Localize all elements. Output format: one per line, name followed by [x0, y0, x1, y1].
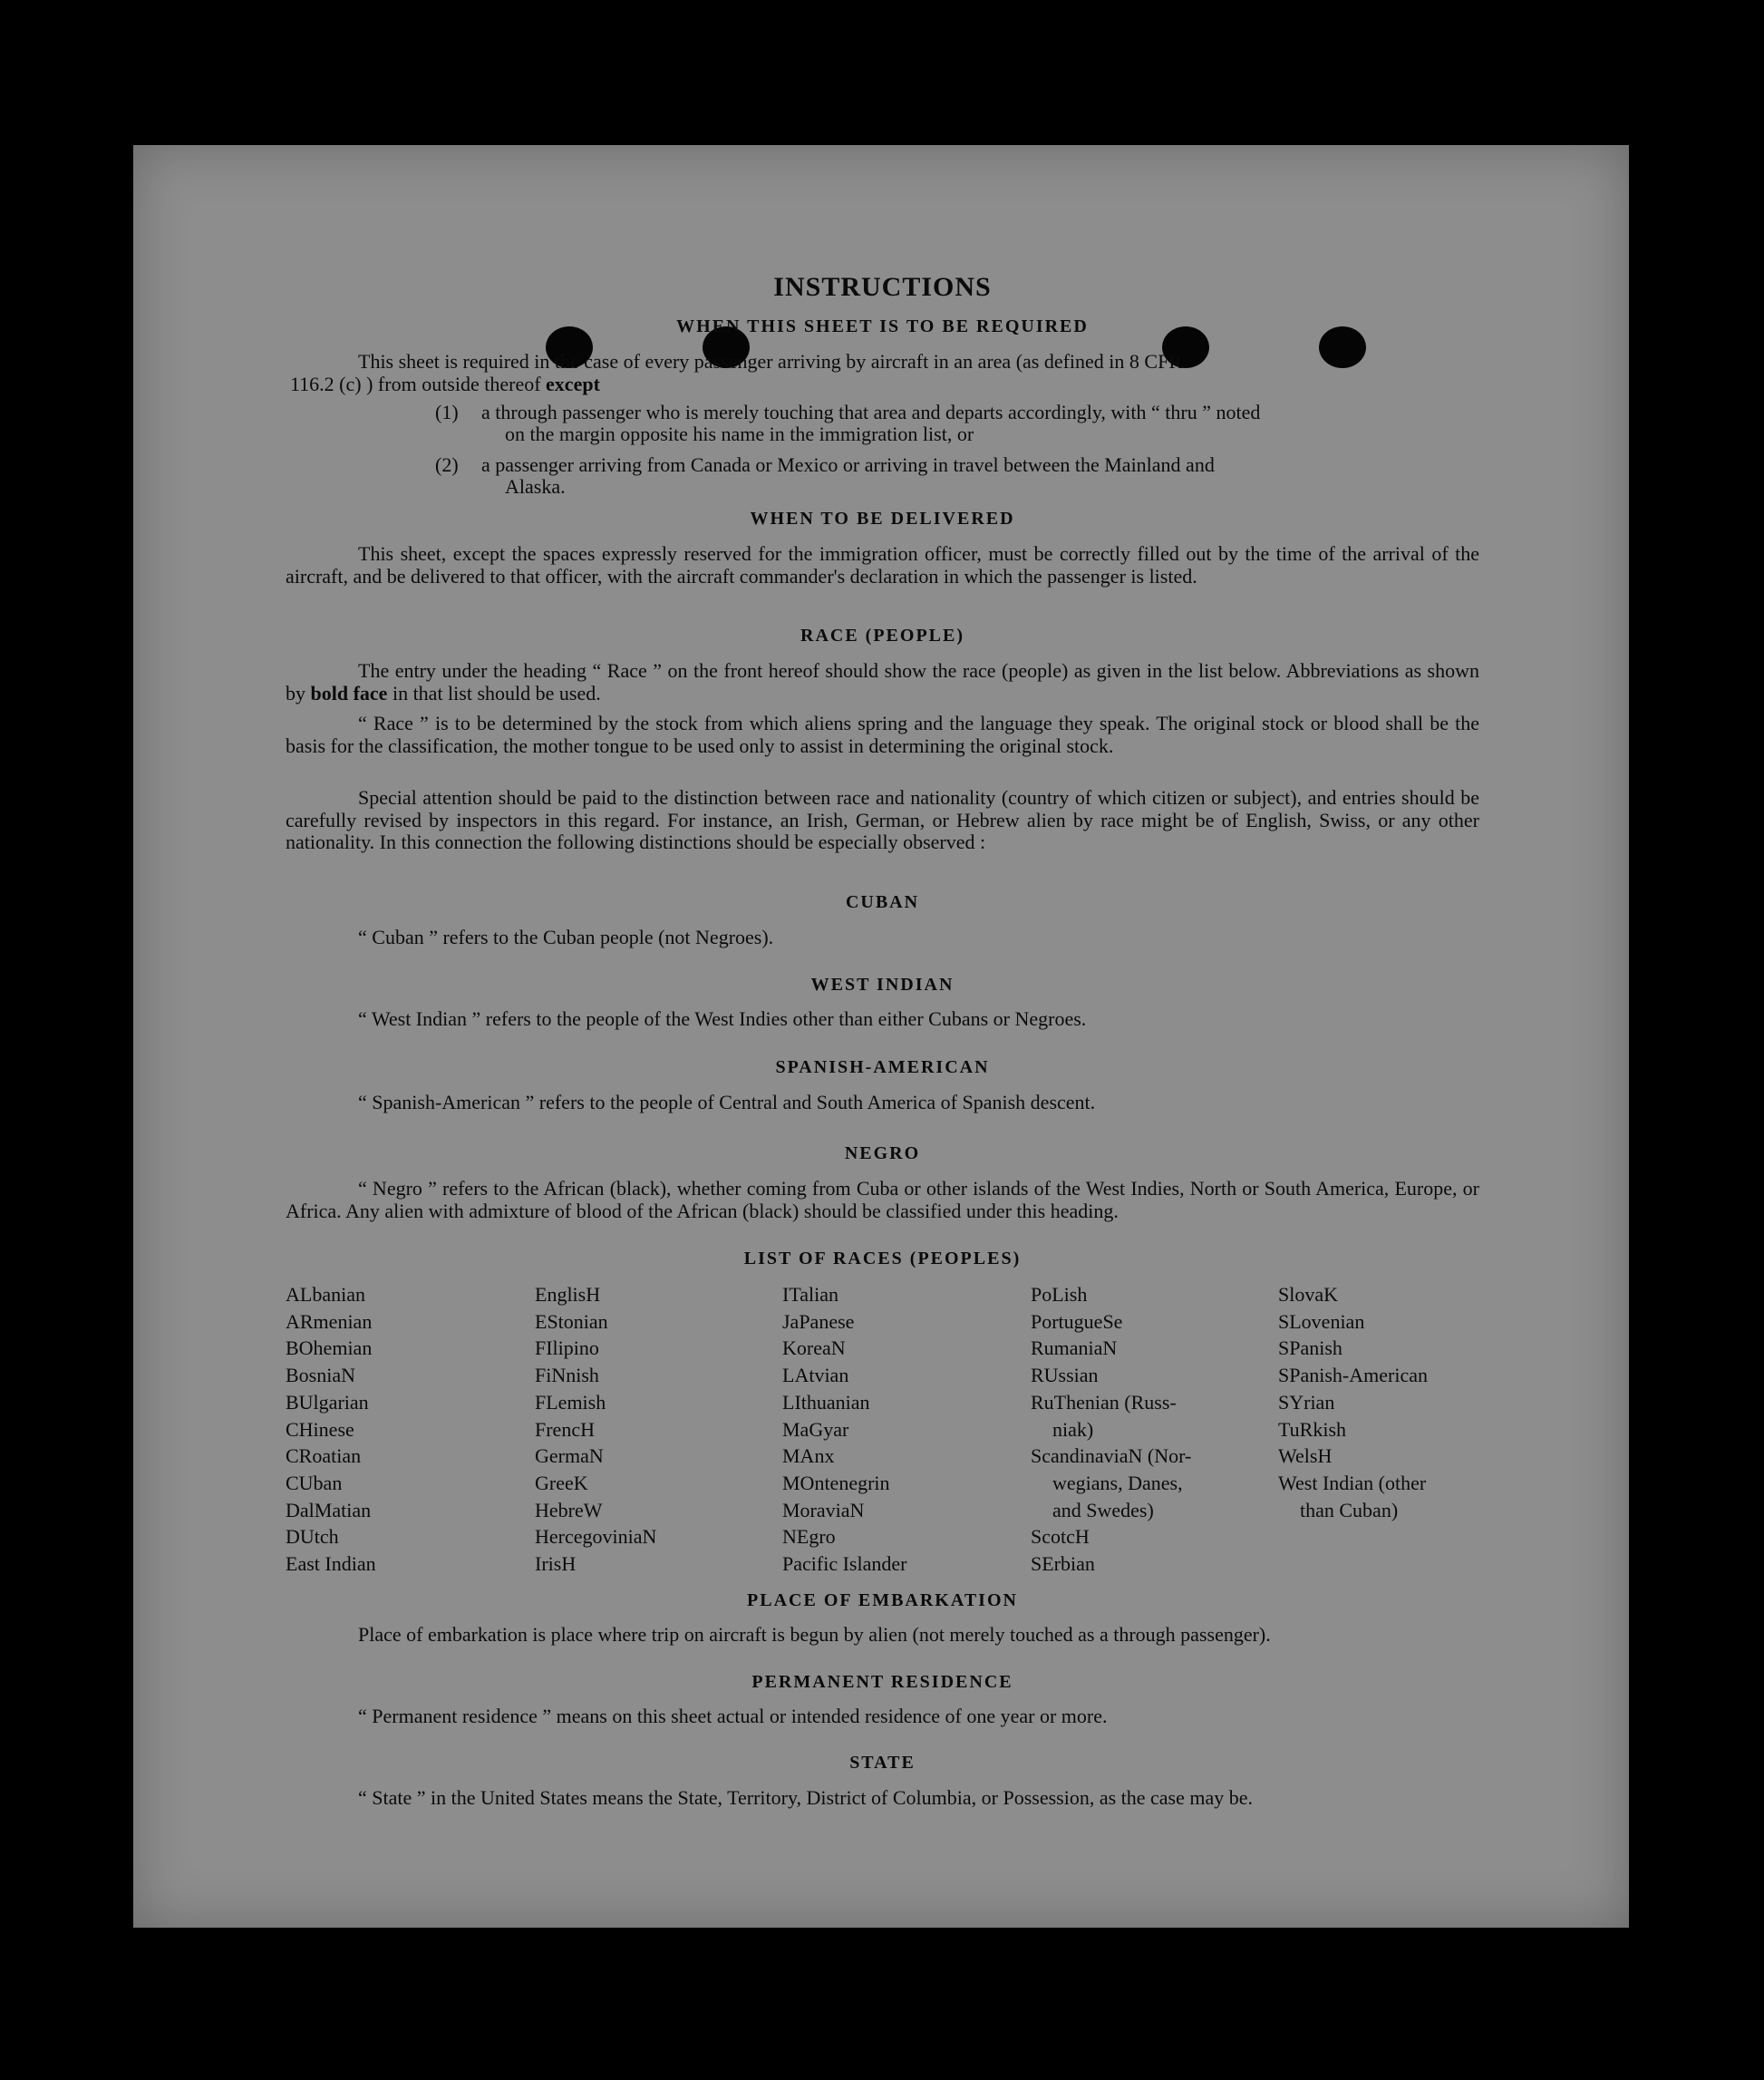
race-item: MOntenegrin	[782, 1471, 890, 1494]
race-column-4	[1031, 1281, 1191, 1578]
section-heading-race: RACE (PEOPLE)	[800, 626, 964, 646]
race-item: HercegoviniaN	[535, 1525, 657, 1549]
race-item: than Cuban)	[1300, 1498, 1399, 1521]
west-indian-text: “ West Indian ” refers to the people of the West Indies other than either Cubans or Negroes.	[358, 1007, 1087, 1030]
section-heading-embarkation: PLACE OF EMBARKATION	[747, 1590, 1018, 1610]
race-item: FLemish	[535, 1390, 606, 1414]
race-p1-text: The entry under the heading “ Race ” on the front hereof should show the race (people) as given in the list below. Abbreviations as shown by	[286, 659, 1479, 705]
race-item: ALbanian	[286, 1283, 365, 1306]
race-item: IrisH	[535, 1552, 577, 1576]
item1-line2: on the margin opposite his name in the immigration list, or	[505, 423, 974, 445]
delivered-paragraph: This sheet, except the spaces expressly reserved for the immigration officer, must be correctly filled out by the time of the arrival of the aircraft, and be delivered to that officer, with the aircraft commander's declaration in which the passenger is listed.	[286, 542, 1479, 588]
race-item: FIlipino	[535, 1336, 599, 1360]
section-heading-west-indian: WEST INDIAN	[810, 975, 955, 995]
race-item: KoreaN	[782, 1336, 846, 1360]
race-p1-bold: bold face	[310, 681, 388, 705]
race-item: SErbian	[1031, 1552, 1095, 1576]
race-list	[286, 1281, 1479, 1580]
race-item: West Indian (other	[1278, 1471, 1427, 1494]
item2-number: (2)	[435, 453, 459, 476]
section-heading-cuban: CUBAN	[845, 892, 920, 912]
item1-line1: a through passenger who is merely touching that area and departs accordingly, with “ thru ” noted	[481, 401, 1261, 423]
race-item: FiNnish	[535, 1364, 599, 1387]
race-item: EStonian	[535, 1309, 608, 1333]
race-p1-text-end: in that list should be used.	[392, 681, 601, 705]
section-heading-state: STATE	[849, 1753, 916, 1773]
race-column-3	[782, 1281, 906, 1578]
race-item: SPanish	[1278, 1336, 1342, 1360]
race-item: EnglisH	[535, 1283, 601, 1306]
race-item: CHinese	[286, 1417, 354, 1441]
cuban-text: “ Cuban ” refers to the Cuban people (not Negroes).	[358, 926, 774, 948]
race-column-2	[535, 1281, 656, 1578]
race-item: niak)	[1052, 1417, 1094, 1441]
race-item: JaPanese	[782, 1309, 855, 1333]
race-item: CRoatian	[286, 1444, 362, 1468]
race-paragraph-3: Special attention should be paid to the distinction between race and nationality (country of which citizen or subject), and entries should be carefully revised by inspectors in this regard. For instance, an Irish, German, or Hebrew alien by race might be of English, Swiss, or any other nationality. In this connection the following distinctions should be especially observed :	[286, 786, 1479, 853]
race-item: MoraviaN	[782, 1498, 865, 1521]
race-item: BosniaN	[286, 1364, 355, 1387]
race-item: DalMatian	[286, 1498, 372, 1521]
race-item: LIthuanian	[782, 1390, 870, 1414]
race-item: wegians, Danes,	[1052, 1471, 1183, 1494]
section-heading-residence: PERMANENT RESIDENCE	[751, 1672, 1013, 1692]
race-item: PortugueSe	[1031, 1309, 1123, 1333]
race-item: TuRkish	[1278, 1417, 1347, 1441]
race-item: MaGyar	[782, 1417, 849, 1441]
required-except: except	[546, 373, 600, 395]
item2-line1: a passenger arriving from Canada or Mexico or arriving in travel between the Mainland and	[481, 453, 1215, 476]
page-title: INSTRUCTIONS	[773, 272, 992, 302]
race-item: RUssian	[1031, 1364, 1099, 1387]
embarkation-paragraph: Place of embarkation is place where trip on aircraft is begun by alien (not merely touched as a through passenger).	[358, 1623, 1271, 1646]
race-item: East Indian	[286, 1552, 376, 1576]
residence-text: “ Permanent residence ” means on this sheet actual or intended residence of one year or more.	[358, 1705, 1108, 1727]
spanish-american-text: “ Spanish-American ” refers to the people of Central and South America of Spanish descent.	[358, 1091, 1096, 1113]
race-item: RuThenian (Russ-	[1031, 1390, 1177, 1414]
state-paragraph: “ State ” in the United States means the State, Territory, District of Columbia, or Possession, as the case may be.	[358, 1786, 1254, 1809]
race-item: and Swedes)	[1052, 1498, 1154, 1521]
race-item: MAnx	[782, 1444, 835, 1468]
race-item: ITalian	[782, 1283, 838, 1306]
item1-number: (1)	[435, 401, 459, 423]
race-item: NEgro	[782, 1525, 836, 1549]
race-item: FrencH	[535, 1417, 595, 1441]
race-item: SYrian	[1278, 1390, 1335, 1414]
race-item: GreeK	[535, 1471, 588, 1494]
race-item: HebreW	[535, 1498, 603, 1521]
race-item: ScandinaviaN (Nor-	[1031, 1444, 1192, 1468]
race-item: Pacific Islander	[782, 1552, 907, 1576]
section-heading-list-of-races: LIST OF RACES (PEOPLES)	[743, 1249, 1022, 1268]
race-column-5	[1278, 1281, 1428, 1523]
item2-line2: Alaska.	[505, 475, 566, 498]
race-item: LAtvian	[782, 1364, 849, 1387]
race-item: ScotcH	[1031, 1525, 1090, 1549]
race-item: GermaN	[535, 1444, 604, 1468]
race-item: CUban	[286, 1471, 343, 1494]
race-paragraph-2: “ Race ” is to be determined by the stock from which aliens spring and the language they speak. The original stock or blood shall be the basis for the classification, the mother tongue to be used only to assist in determining the original stock.	[286, 712, 1479, 757]
required-intro-line2	[290, 374, 600, 395]
race-item: SPanish-American	[1278, 1364, 1428, 1387]
section-heading-spanish-american: SPANISH-AMERICAN	[775, 1057, 990, 1077]
section-heading-required: WHEN THIS SHEET IS TO BE REQUIRED	[676, 316, 1089, 336]
race-item: WelsH	[1278, 1444, 1333, 1468]
race-item: DUtch	[286, 1525, 339, 1549]
race-item: SlovaK	[1278, 1283, 1338, 1306]
race-item: SLovenian	[1278, 1309, 1365, 1333]
section-heading-negro: NEGRO	[844, 1143, 921, 1163]
race-column-1	[286, 1281, 376, 1578]
negro-paragraph: “ Negro ” refers to the African (black), whether coming from Cuba or other islands of the West Indies, North or South America, Europe, or Africa. Any alien with admixture of blood of the African (black) should be classified under this heading.	[286, 1177, 1479, 1222]
race-item: BOhemian	[286, 1336, 373, 1360]
race-item: PoLish	[1031, 1283, 1088, 1306]
required-intro-text: 116.2 (c) ) from outside thereof	[290, 373, 541, 395]
race-item: RumaniaN	[1031, 1336, 1118, 1360]
race-item: BUlgarian	[286, 1390, 369, 1414]
required-intro-line1: This sheet is required in the case of every passenger arriving by aircraft in an area (as defined in 8 CFR	[358, 350, 1183, 373]
race-item: ARmenian	[286, 1309, 373, 1333]
section-heading-delivered: WHEN TO BE DELIVERED	[750, 509, 1015, 529]
race-paragraph-1	[286, 660, 1479, 705]
